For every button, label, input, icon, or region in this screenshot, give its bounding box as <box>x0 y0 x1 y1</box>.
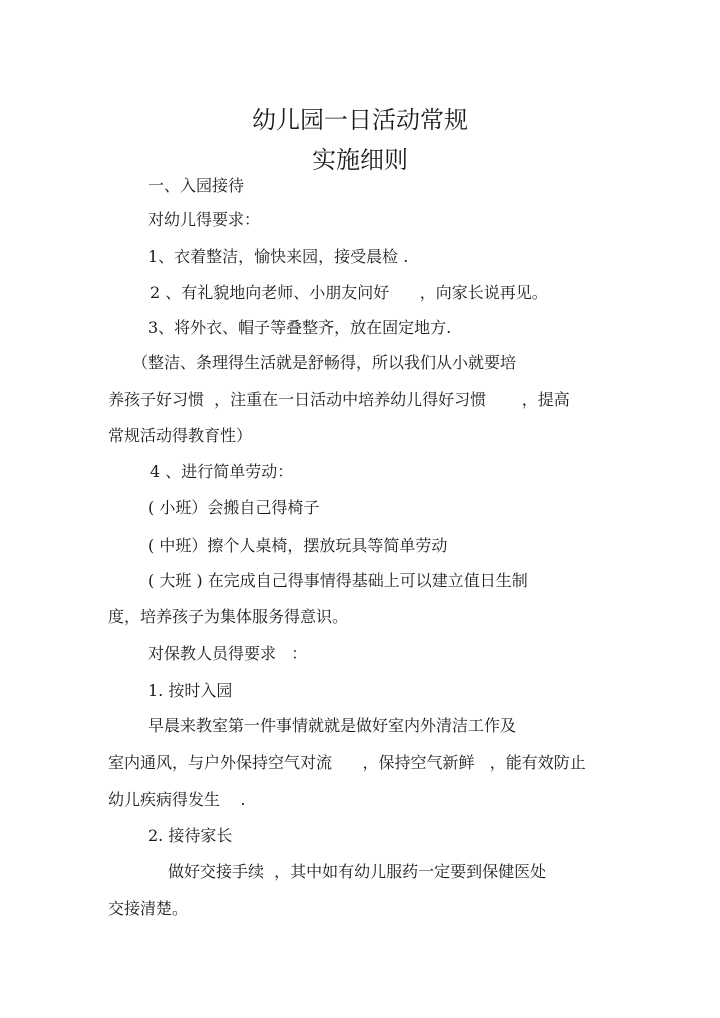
middle-class-item: ( 中班）擦个人桌椅，摆放玩具等简单劳动 <box>148 536 448 555</box>
large-class-item-line-2: 度，培养孩子为集体服务得意识。 <box>108 607 349 626</box>
child-requirement-4: 4 、进行简单劳动： <box>150 462 294 481</box>
child-requirements-heading: 对幼儿得要求： <box>148 210 261 229</box>
staff-requirements-heading: 对保教人员得要求 ： <box>148 644 308 663</box>
paragraph-note-line-2: 养孩子好习惯 ，注重在一日活动中培养幼儿得好习惯 ，提高 <box>108 390 570 409</box>
staff-item-1-body-line-3: 幼儿疾病得发生 . <box>108 790 246 809</box>
staff-item-1-heading: 1. 按时入园 <box>148 681 233 700</box>
child-requirement-1: 1、衣着整洁，愉快来园，接受晨检 . <box>148 247 409 266</box>
paragraph-note-line-1: （整洁、条理得生活就是舒畅得，所以我们从小就要培 <box>132 353 517 372</box>
staff-item-1-body-line-1: 早晨来教室第一件事情就就是做好室内外清洁工作及 <box>148 716 517 735</box>
document-title-line-1: 幼儿园一日活动常规 <box>252 106 468 134</box>
staff-item-1-body-line-2: 室内通风，与户外保持空气对流 ，保持空气新鲜 ，能有效防止 <box>108 753 586 772</box>
large-class-item-line-1: ( 大班 ) 在完成自己得事情得基础上可以建立值日生制 <box>148 571 528 590</box>
paragraph-note-line-3: 常规活动得教育性） <box>108 426 253 445</box>
staff-item-2-heading: 2. 接待家长 <box>148 826 233 845</box>
child-requirement-2: 2 、有礼貌地向老师、小朋友问好 ，向家长说再见。 <box>150 283 548 302</box>
small-class-item: ( 小班）会搬自己得椅子 <box>148 498 320 517</box>
document-title-line-2: 实施细则 <box>312 146 408 174</box>
staff-item-2-body-line-1: 做好交接手续 ，其中如有幼儿服药一定要到保健医处 <box>168 862 547 881</box>
section-heading-reception: 一、入园接待 <box>148 176 245 195</box>
staff-item-2-body-line-2: 交接清楚。 <box>108 899 189 918</box>
child-requirement-3: 3、将外衣、帽子等叠整齐，放在固定地方. <box>148 318 452 337</box>
